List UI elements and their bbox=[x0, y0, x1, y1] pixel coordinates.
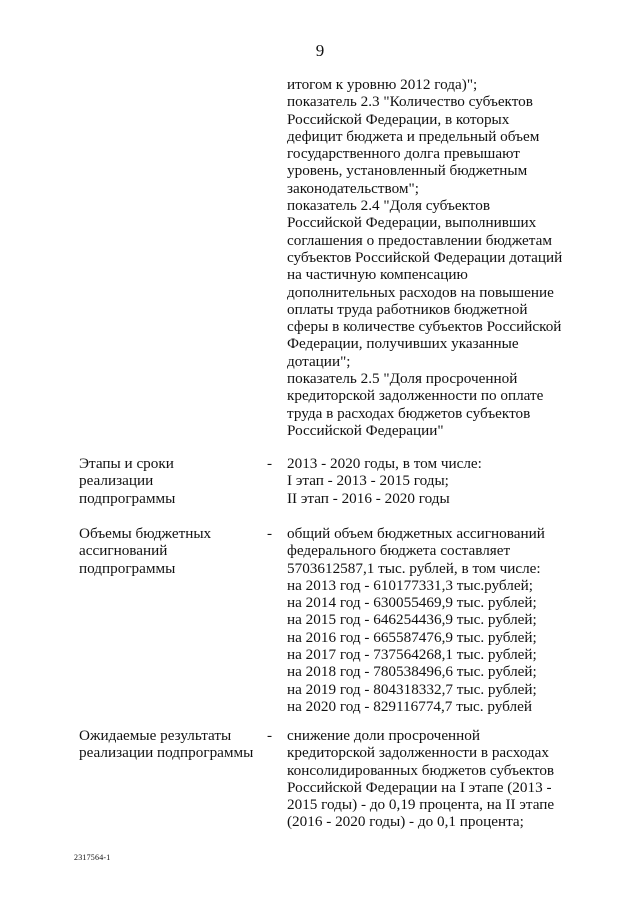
separator-dash: - bbox=[267, 455, 273, 472]
text-line: дополнительных расходов на повышение bbox=[287, 283, 554, 301]
text-line: Федерации, получивших указанные bbox=[287, 335, 519, 353]
label-line: реализации bbox=[79, 472, 154, 490]
value-line: I этап - 2013 - 2015 годы; bbox=[287, 472, 449, 490]
text-line: соглашения о предоставлении бюджетам bbox=[287, 231, 552, 249]
text-line: труда в расходах бюджетов субъектов bbox=[287, 404, 531, 422]
value-line: на 2013 год - 610177331,3 тыс.рублей; bbox=[287, 576, 533, 594]
value-line: федерального бюджета составляет bbox=[287, 542, 511, 560]
separator-dash: - bbox=[267, 525, 273, 542]
label-line: Ожидаемые результаты bbox=[79, 727, 232, 744]
value-line: кредиторской задолженности в расходах bbox=[287, 744, 549, 762]
value-line: на 2019 год - 804318332,7 тыс. рублей; bbox=[287, 680, 537, 698]
label-line: реализации подпрограммы bbox=[79, 744, 254, 762]
stages-label bbox=[79, 455, 175, 507]
text-line: государственного долга превышают bbox=[287, 145, 520, 163]
text-line: итогом к уровню 2012 года)"; bbox=[287, 76, 478, 93]
value-line: 5703612587,1 тыс. рублей, в том числе: bbox=[287, 559, 541, 577]
value-line: снижение доли просроченной bbox=[287, 727, 481, 744]
results-value bbox=[287, 727, 554, 831]
text-line: показатель 2.5 "Доля просроченной bbox=[287, 370, 518, 388]
value-line: на 2018 год - 780538496,6 тыс. рублей; bbox=[287, 663, 537, 681]
label-line: ассигнований bbox=[79, 542, 168, 560]
text-line: на частичную компенсацию bbox=[287, 266, 468, 284]
text-line: уровень, установленный бюджетным bbox=[287, 162, 528, 180]
text-line: дефицит бюджета и предельный объем bbox=[287, 127, 540, 145]
text-line: Российской Федерации" bbox=[287, 421, 444, 439]
value-line: на 2016 год - 665587476,9 тыс. рублей; bbox=[287, 628, 537, 646]
text-line: субъектов Российской Федерации дотаций bbox=[287, 248, 563, 266]
value-line: 2013 - 2020 годы, в том числе: bbox=[287, 455, 482, 472]
label-line: подпрограммы bbox=[79, 489, 176, 507]
text-line: законодательством"; bbox=[287, 179, 419, 197]
budget-label bbox=[79, 525, 211, 577]
page-number: 9 bbox=[315, 41, 325, 60]
document-code: 2317564-1 bbox=[74, 853, 111, 862]
value-line: (2016 - 2020 годы) - до 0,1 процента; bbox=[287, 813, 524, 831]
value-line: на 2020 год - 829116774,7 тыс. рублей bbox=[287, 697, 532, 715]
text-line: показатель 2.3 "Количество субъектов bbox=[287, 93, 533, 111]
budget-value bbox=[287, 525, 545, 715]
label-line: подпрограммы bbox=[79, 559, 176, 577]
text-line: сферы в количестве субъектов Российской bbox=[287, 318, 562, 336]
value-line: на 2017 год - 737564268,1 тыс. рублей; bbox=[287, 646, 537, 664]
label-line: Этапы и сроки bbox=[79, 455, 174, 472]
value-line: на 2014 год - 630055469,9 тыс. рублей; bbox=[287, 594, 537, 612]
separator-dash: - bbox=[267, 727, 273, 744]
value-line: 2015 годы) - до 0,19 процента, на II этапе bbox=[287, 796, 555, 814]
text-line: Российской Федерации, в которых bbox=[287, 110, 510, 128]
text-line: оплаты труда работников бюджетной bbox=[287, 300, 528, 318]
value-line: общий объем бюджетных ассигнований bbox=[287, 525, 545, 542]
value-line: II этап - 2016 - 2020 годы bbox=[287, 489, 450, 507]
value-line: консолидированных бюджетов субъектов bbox=[287, 761, 555, 779]
value-line: на 2015 год - 646254436,9 тыс. рублей; bbox=[287, 611, 537, 629]
text-line: показатель 2.4 "Доля субъектов bbox=[287, 197, 490, 215]
results-label bbox=[79, 727, 253, 762]
text-line: дотации"; bbox=[287, 352, 351, 370]
text-line: кредиторской задолженности по оплате bbox=[287, 387, 544, 405]
stages-value bbox=[287, 455, 482, 507]
label-line: Объемы бюджетных bbox=[79, 525, 212, 542]
text-line: Российской Федерации, выполнивших bbox=[287, 214, 537, 232]
continuation-text bbox=[287, 76, 562, 439]
value-line: Российской Федерации на I этапе (2013 - bbox=[287, 778, 552, 796]
